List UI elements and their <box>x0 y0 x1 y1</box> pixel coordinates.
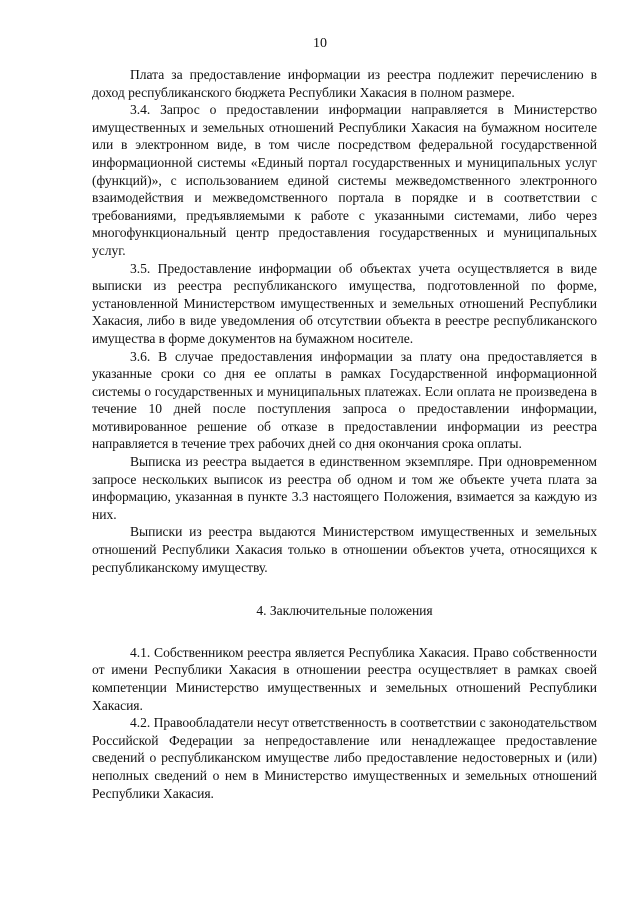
paragraph-payment: Плата за предоставление информации из реестра подлежит перечислению в доход республиканского бюджета Республики Хакасия в полном размере. <box>92 67 597 100</box>
document-body <box>92 66 597 802</box>
paragraph-4-2: 4.2. Правообладатели несут ответственность в соответствии с законодательством Российской Федерации за непредоставление или ненадлежащее предоставление сведений о республиканском имуществе либо предоставление недостоверных и (или) неполных сведений о нем в Министерство имущественных и земельных отношений Республики Хакасия. <box>92 715 597 801</box>
page-number: 10 <box>313 36 327 51</box>
section-4-heading: 4. Заключительные положения <box>256 603 433 619</box>
paragraph-4-1: 4.1. Собственником реестра является Республика Хакасия. Право собственности от имени Республики Хакасия в отношении реестра осуществляет в рамках своей компетенции Министерство имущественных и земельных отношений Республики Хакасия. <box>92 644 597 713</box>
paragraph-extract-ministry: Выписки из реестра выдаются Министерством имущественных и земельных отношений Республики Хакасия только в отношении объектов учета, относящихся к республиканскому имуществу. <box>92 524 597 575</box>
paragraph-3-4: 3.4. Запрос о предоставлении информации направляется в Министерство имущественных и земельных отношений Республики Хакасия на бумажном носителе или в электронном виде, в том числе посредством федеральной государственной информационной системы «Единый портал государственных и муниципальных услуг (функций)», с использованием единой системы межведомственного электронного взаимодействия и межведомственного портала в порядке и в соответствии с требованиями, предъявляемыми к работе с указанными системами, либо через многофункциональный центр предоставления государственных и муниципальных услуг. <box>92 102 597 258</box>
paragraph-3-6: 3.6. В случае предоставления информации за плату она предоставляется в указанные сроки со дня ее оплаты в рамках Государственной информационной системы о государственных и муниципальных платежах. Если оплата не произведена в течение 10 дней после поступления запроса о предоставлении информации, мотивированное решение об отказе в предоставлении информации из реестра направляется в течение трех рабочих дней со дня окончания срока оплаты. <box>92 348 597 452</box>
paragraph-extract-issue: Выписка из реестра выдается в единственном экземпляре. При одновременном запросе нескольких выписок из реестра об одном и том же объекте учета плата за информацию, указанная в пункте 3.3 настоящего Положения, взимается за каждую из них. <box>92 454 597 522</box>
paragraph-3-5: 3.5. Предоставление информации об объектах учета осуществляется в виде выписки из реестра республиканского имущества, подготовленной по форме, установленной Министерством имущественных и земельных отношений Республики Хакасия, либо в виде уведомления об отсутствии объекта в реестре республиканского имущества в форме документов на бумажном носителе. <box>92 260 597 346</box>
